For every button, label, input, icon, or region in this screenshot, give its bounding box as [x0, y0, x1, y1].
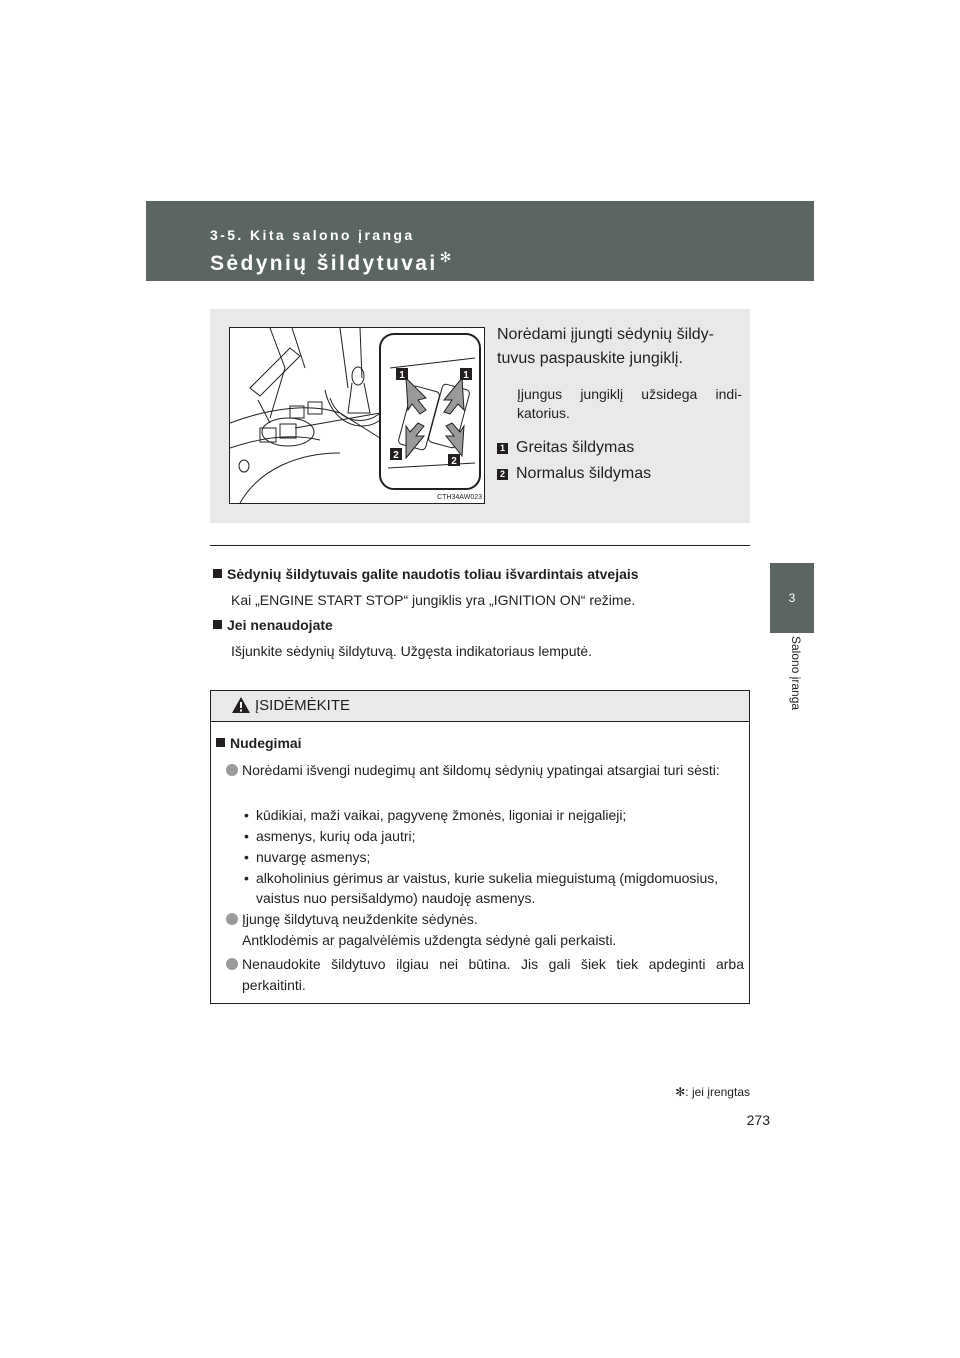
caution-bullet: [226, 760, 744, 781]
legend-item: [497, 465, 742, 483]
square-bullet-icon: [213, 569, 222, 578]
square-bullet-icon: [213, 620, 222, 629]
legend-label: Greitas šildymas: [516, 439, 635, 456]
caution-bullet-text: Antklodėmis ar pagalvėlėmis uždengta sėdynė gali perkaisti.: [242, 932, 617, 948]
seat-heater-switch-illustration: [230, 328, 484, 503]
caution-header: [211, 691, 749, 722]
legend-number: 1: [497, 443, 508, 454]
figure-note: Įjungus jungiklį užsidega indikatorius.: [517, 386, 742, 421]
sub-bullet: •: [244, 849, 249, 865]
bullet-dot-icon: [226, 958, 238, 970]
page-number: 273: [746, 1112, 770, 1128]
figure-instruction: Norėdami įjungti sėdynių šildytuvus paspauskite jungiklį.: [497, 326, 714, 367]
caution-sub-item-text: alkoholinius gėrimus ar vaistus, kurie sukelia mieguistumą (migdomuosius, vaistus nuo persišaldymo) naudoję asmenys.: [256, 870, 719, 906]
sub-bullet: •: [244, 807, 249, 823]
caution-sub-item: [242, 868, 742, 908]
info-heading: [213, 566, 639, 582]
sub-bullet: •: [244, 870, 249, 886]
title-asterisk: ✻: [439, 249, 454, 265]
caution-bullet-text: Norėdami išvengi nudegimų ant šildomų sėdynių ypatingai atsargiai turi sėsti:: [242, 762, 720, 778]
caution-box: [210, 690, 750, 1004]
info-heading-text: Sėdynių šildytuvais galite naudotis toliau išvardintais atvejais: [227, 566, 639, 582]
legend-number: 2: [497, 469, 508, 480]
bullet-dot-icon: [226, 764, 238, 776]
info-heading-text: Jei nenaudojate: [227, 617, 333, 633]
info-text: Kai „ENGINE START STOP“ jungiklis yra „IGNITION ON“ režime.: [231, 592, 636, 608]
chapter-label: Salono įranga: [789, 636, 803, 711]
caution-title: ĮSIDĖMĖKITE: [255, 697, 351, 714]
caution-sub-item: [242, 826, 742, 846]
callout-1-right-label: 1: [463, 370, 469, 381]
figure-code: CTH34AW023: [437, 494, 482, 501]
legend-label: Normalus šildymas: [516, 465, 652, 482]
bullet-dot-icon: [226, 913, 238, 925]
callout-2-right-label: 2: [451, 456, 457, 467]
page-title-text: Sėdynių šildytuvai: [210, 252, 438, 275]
callout-1-left-label: 1: [399, 370, 405, 381]
sub-bullet: •: [244, 828, 249, 844]
square-bullet-icon: [216, 738, 225, 747]
section-header: [146, 201, 814, 281]
section-label: 3-5. Kita salono įranga: [210, 227, 415, 243]
illustration: [229, 327, 485, 504]
page-title: [210, 249, 454, 276]
info-text: Išjunkite sėdynių šildytuvą. Užgęsta indikatoriaus lemputė.: [231, 643, 593, 659]
info-heading: [213, 617, 333, 633]
warning-icon: [231, 696, 251, 714]
caution-subheading: [216, 735, 302, 751]
caution-bullet: [226, 954, 744, 996]
legend-item: [497, 439, 742, 457]
figure-description: [497, 323, 742, 483]
caution-sub-item: [242, 805, 742, 825]
caution-sub-item-text: asmenys, kurių oda jautri;: [256, 828, 416, 844]
figure-panel: [210, 309, 750, 523]
caution-bullet-text: Įjungę šildytuvą neuždenkite sėdynės.: [242, 911, 478, 927]
caution-subheading-text: Nudegimai: [230, 735, 302, 751]
chapter-tab[interactable]: 3: [770, 563, 814, 633]
caution-sub-item-text: nuvargę asmenys;: [256, 849, 371, 865]
caution-bullet-text: Nenaudokite šildytuvo ilgiau nei būtina. Jis gali šiek tiek apdeginti arba perkaitinti.: [242, 956, 744, 993]
footnote: ✻: jei įrengtas: [675, 1085, 750, 1099]
caution-bullet: [226, 909, 744, 951]
caution-sub-item-text: kūdikiai, maži vaikai, pagyvenę žmonės, ligoniai ir neįgalieji;: [256, 807, 627, 823]
callout-2-left-label: 2: [393, 450, 399, 461]
caution-sub-item: [242, 847, 742, 867]
divider: [210, 545, 750, 546]
